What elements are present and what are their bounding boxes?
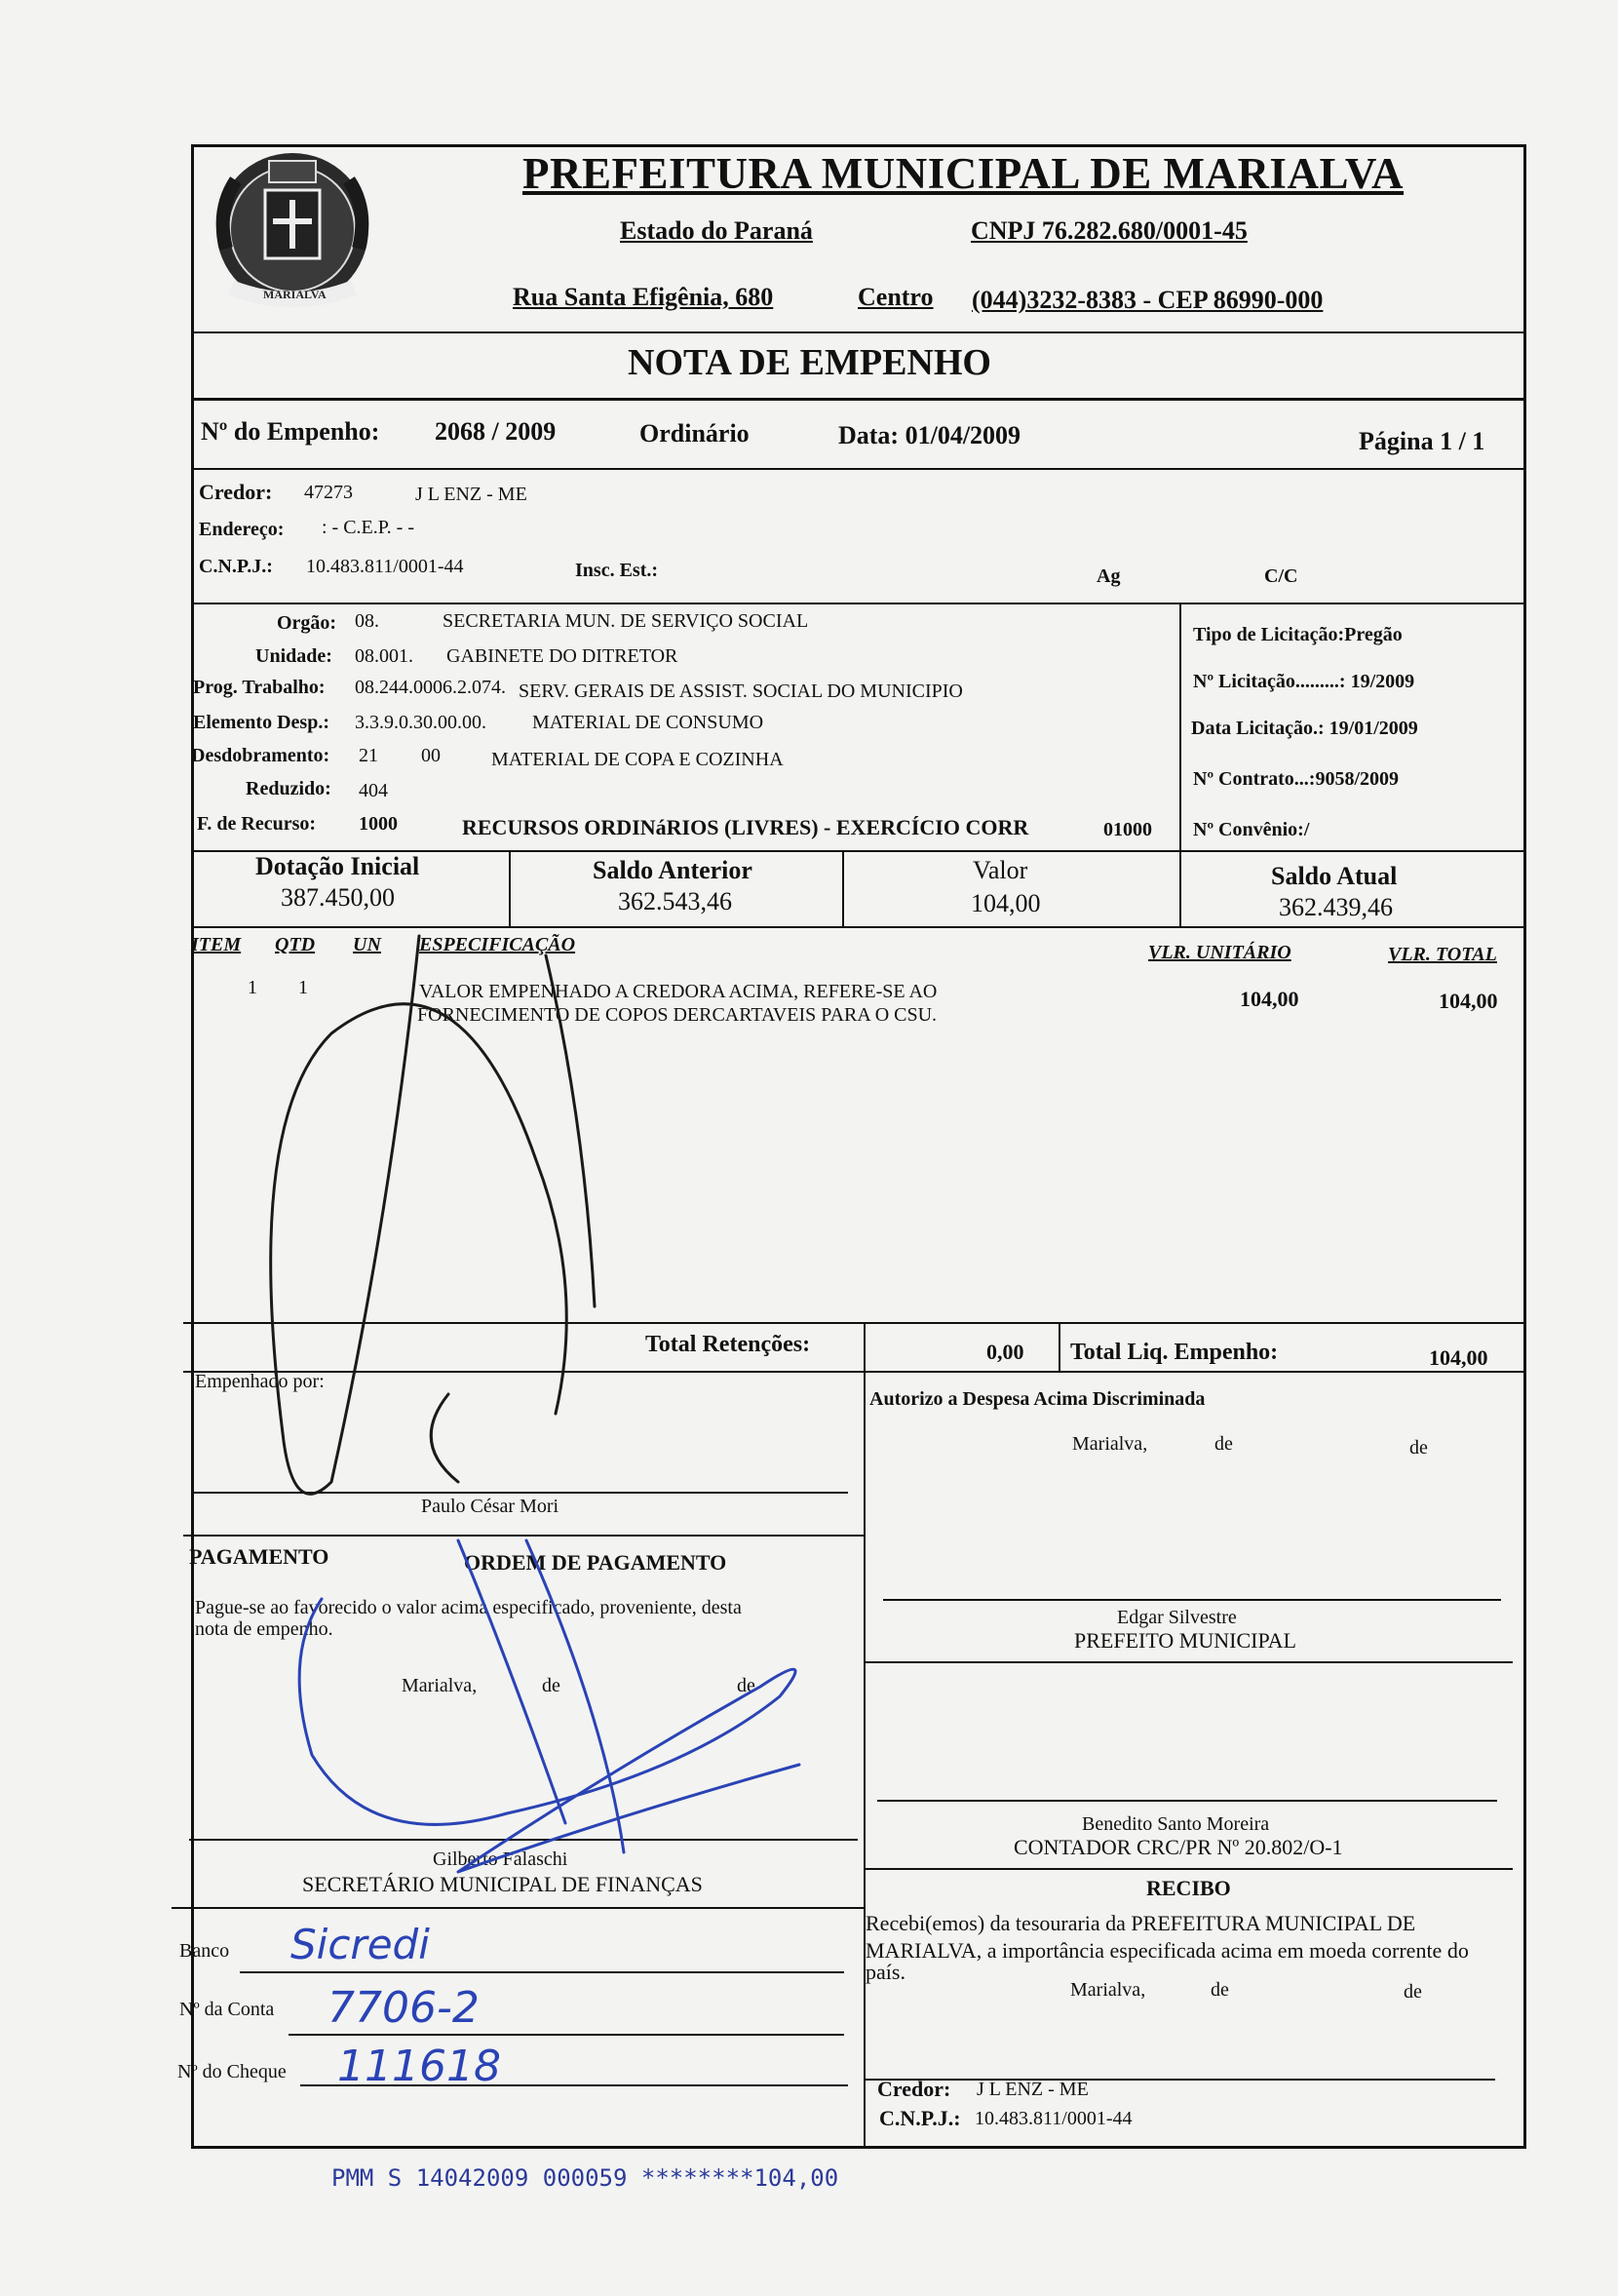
cheque-handwritten: 111618 [337, 2042, 501, 2091]
divider [191, 331, 1526, 333]
saldo-atual-label: Saldo Atual [1271, 862, 1398, 890]
divider [1059, 1324, 1060, 1371]
conta-handwritten: 7706-2 [327, 1983, 480, 2033]
col-item: ITEM [191, 934, 242, 955]
prog-label: Prog. Trabalho: [193, 677, 326, 698]
row-item: 1 [248, 977, 257, 998]
valor-label: Valor [973, 856, 1028, 884]
recibo-cnpj-value: 10.483.811/0001-44 [975, 2108, 1133, 2129]
row-desc-line2: FORNECIMENTO DE COPOS DERCARTAVEIS PARA O CSU. [417, 1004, 938, 1026]
saldo-atual-value: 362.439,46 [1279, 893, 1393, 921]
state-label: Estado do Paraná [620, 216, 813, 245]
licitacao-numero: Nº Licitação.........: 19/2009 [1193, 671, 1415, 692]
secretario-name: Gilberto Falaschi [433, 1848, 568, 1870]
ordem-pagamento-label: ORDEM DE PAGAMENTO [464, 1550, 727, 1575]
secretario-title: SECRETÁRIO MUNICIPAL DE FINANÇAS [302, 1872, 703, 1896]
ag-label: Ag [1097, 565, 1121, 587]
divider [842, 850, 844, 926]
ordem-de-2: de [737, 1675, 755, 1696]
elemento-label: Elemento Desp.: [193, 712, 329, 733]
ordem-text-2: nota de empenho. [195, 1618, 333, 1640]
desdobramento-a: 21 [359, 745, 378, 766]
retencoes-label: Total Retenções: [645, 1332, 811, 1357]
row-vlr-total: 104,00 [1439, 989, 1498, 1013]
phone-cep-label: (044)3232-8383 - CEP 86990-000 [972, 286, 1324, 314]
endereco-value: : - C.E.P. - - [322, 517, 414, 538]
col-vlr-unitario: VLR. UNITÁRIO [1148, 942, 1291, 963]
retencoes-value: 0,00 [986, 1340, 1024, 1364]
dotacao-value: 387.450,00 [281, 883, 395, 912]
elemento-code: 3.3.9.0.30.00.00. [355, 712, 486, 733]
credor-label: Credor: [199, 480, 273, 504]
recibo-credor-label: Credor: [877, 2077, 951, 2101]
recurso-code-2: 01000 [1103, 819, 1152, 840]
prefeito-name: Edgar Silvestre [1117, 1607, 1237, 1628]
divider [172, 1907, 866, 1909]
ordem-place: Marialva, [402, 1675, 478, 1696]
ordem-text-1: Pague-se ao favorecido o valor acima especificado, proveniente, desta [195, 1597, 742, 1618]
endereco-label: Endereço: [199, 519, 285, 540]
unidade-label: Unidade: [255, 645, 332, 667]
autorizo-label: Autorizo a Despesa Acima Discriminada [869, 1388, 1206, 1410]
licitacao-convenio: Nº Convênio:/ [1193, 819, 1310, 840]
row-vlr-unitario: 104,00 [1240, 987, 1299, 1011]
credor-name: J L ENZ - ME [415, 484, 527, 505]
banco-line [240, 1971, 844, 1973]
prefeito-title: PREFEITO MUNICIPAL [1074, 1628, 1296, 1653]
col-qtd: QTD [275, 934, 316, 955]
licitacao-contrato: Nº Contrato...:9058/2009 [1193, 768, 1400, 790]
empenho-number: 2068 / 2009 [435, 417, 557, 446]
cnpj-label: CNPJ 76.282.680/0001-45 [971, 216, 1248, 245]
municipality-title: PREFEITURA MUNICIPAL DE MARIALVA [522, 149, 1405, 198]
col-vlr-total: VLR. TOTAL [1388, 944, 1497, 965]
signature-line [883, 1599, 1501, 1601]
total-liquido-label: Total Liq. Empenho: [1070, 1340, 1279, 1365]
district-label: Centro [858, 283, 934, 311]
divider [191, 926, 1526, 928]
recurso-name: RECURSOS ORDINáRIOS (LIVRES) - EXERCÍCIO CORR [462, 815, 1029, 839]
divider [864, 1868, 1513, 1870]
licitacao-tipo: Tipo de Licitação:Pregão [1193, 624, 1403, 645]
page-indicator: Página 1 / 1 [1359, 427, 1485, 455]
signature-line [877, 1800, 1497, 1802]
divider [183, 1371, 1524, 1373]
signature-line [866, 2079, 1495, 2081]
reduzido-value: 404 [359, 780, 388, 801]
empenho-type: Ordinário [639, 419, 750, 448]
ordem-de-1: de [542, 1675, 560, 1696]
divider [864, 1661, 1513, 1663]
conta-line [289, 2034, 844, 2036]
contador-title: CONTADOR CRC/PR Nº 20.802/O-1 [1014, 1835, 1343, 1859]
recibo-title: RECIBO [1146, 1876, 1231, 1900]
valor-value: 104,00 [971, 889, 1041, 917]
credor-code: 47273 [304, 482, 353, 503]
recibo-text-2: MARIALVA, a importância especificada acima em moeda corrente do [866, 1938, 1469, 1963]
elemento-name: MATERIAL DE CONSUMO [532, 712, 764, 733]
autorizo-de-1: de [1214, 1433, 1233, 1455]
divider [864, 1371, 866, 2149]
seal-ribbon-text: MARIALVA [263, 288, 327, 301]
desdobramento-label: Desdobramento: [191, 745, 330, 766]
recibo-de-1: de [1211, 1979, 1229, 2001]
recibo-place: Marialva, [1070, 1979, 1146, 2001]
document-title: NOTA DE EMPENHO [628, 342, 991, 383]
recibo-credor-name: J L ENZ - ME [977, 2079, 1089, 2100]
desdobramento-b: 00 [421, 745, 441, 766]
address-label: Rua Santa Efigênia, 680 [513, 283, 774, 311]
recurso-code: 1000 [359, 813, 398, 835]
empenhado-label: Empenhado por: [195, 1371, 325, 1392]
divider [183, 1322, 1524, 1324]
col-un: UN [353, 934, 381, 955]
row-qtd: 1 [298, 977, 308, 998]
recibo-text-3: país. [866, 1960, 905, 1984]
divider [1179, 850, 1181, 926]
divider [183, 1535, 866, 1537]
divider [191, 603, 1526, 604]
contador-name: Benedito Santo Moreira [1082, 1813, 1270, 1835]
mechanical-stamp: PMM S 14042009 000059 ********104,00 [331, 2164, 839, 2192]
insc-est-label: Insc. Est.: [575, 560, 659, 581]
divider [191, 398, 1526, 401]
recibo-text-1: Recebi(emos) da tesouraria da PREFEITURA MUNICIPAL DE [866, 1911, 1416, 1935]
cc-label: C/C [1264, 565, 1298, 587]
municipal-seal [197, 132, 387, 331]
credor-cnpj-label: C.N.P.J.: [199, 556, 273, 577]
divider [1179, 603, 1181, 850]
autorizo-de-2: de [1409, 1437, 1428, 1459]
orgao-name: SECRETARIA MUN. DE SERVIÇO SOCIAL [443, 610, 809, 632]
banco-label: Banco [179, 1940, 230, 1962]
cheque-label: Nº do Cheque [177, 2061, 287, 2082]
recibo-de-2: de [1404, 1981, 1422, 2003]
row-desc-line1: VALOR EMPENHADO A CREDORA ACIMA, REFERE-SE AO [419, 981, 938, 1002]
orgao-code: 08. [355, 610, 379, 632]
empenho-label: Nº do Empenho: [201, 417, 380, 446]
divider [864, 1324, 866, 1371]
licitacao-data: Data Licitação.: 19/01/2009 [1191, 718, 1418, 739]
saldo-anterior-value: 362.543,46 [618, 887, 732, 915]
credor-cnpj-value: 10.483.811/0001-44 [306, 556, 464, 577]
pagamento-label: PAGAMENTO [189, 1544, 329, 1569]
conta-label: Nº da Conta [179, 1999, 275, 2020]
signature-line [189, 1839, 858, 1841]
dotacao-label: Dotação Inicial [255, 852, 420, 880]
banco-handwritten: Sicredi [290, 1921, 430, 1968]
autorizo-place: Marialva, [1072, 1433, 1148, 1455]
empenho-date: Data: 01/04/2009 [838, 421, 1021, 449]
signature-line [193, 1492, 848, 1494]
recibo-cnpj-label: C.N.P.J.: [879, 2106, 961, 2130]
divider [191, 468, 1526, 470]
divider [509, 850, 511, 926]
prog-name: SERV. GERAIS DE ASSIST. SOCIAL DO MUNICIPIO [519, 681, 963, 702]
saldo-anterior-label: Saldo Anterior [593, 856, 752, 884]
prog-code: 08.244.0006.2.074. [355, 677, 506, 698]
reduzido-label: Reduzido: [246, 778, 331, 799]
empenhado-name: Paulo César Mori [421, 1496, 559, 1517]
unidade-name: GABINETE DO DITRETOR [446, 645, 678, 667]
orgao-label: Orgão: [277, 612, 337, 634]
recurso-label: F. de Recurso: [197, 813, 317, 835]
total-liquido-value: 104,00 [1429, 1345, 1488, 1370]
unidade-code: 08.001. [355, 645, 413, 667]
desdobramento-name: MATERIAL DE COPA E COZINHA [491, 749, 784, 770]
col-especificacao: ESPECIFICAÇÃO [419, 934, 576, 955]
